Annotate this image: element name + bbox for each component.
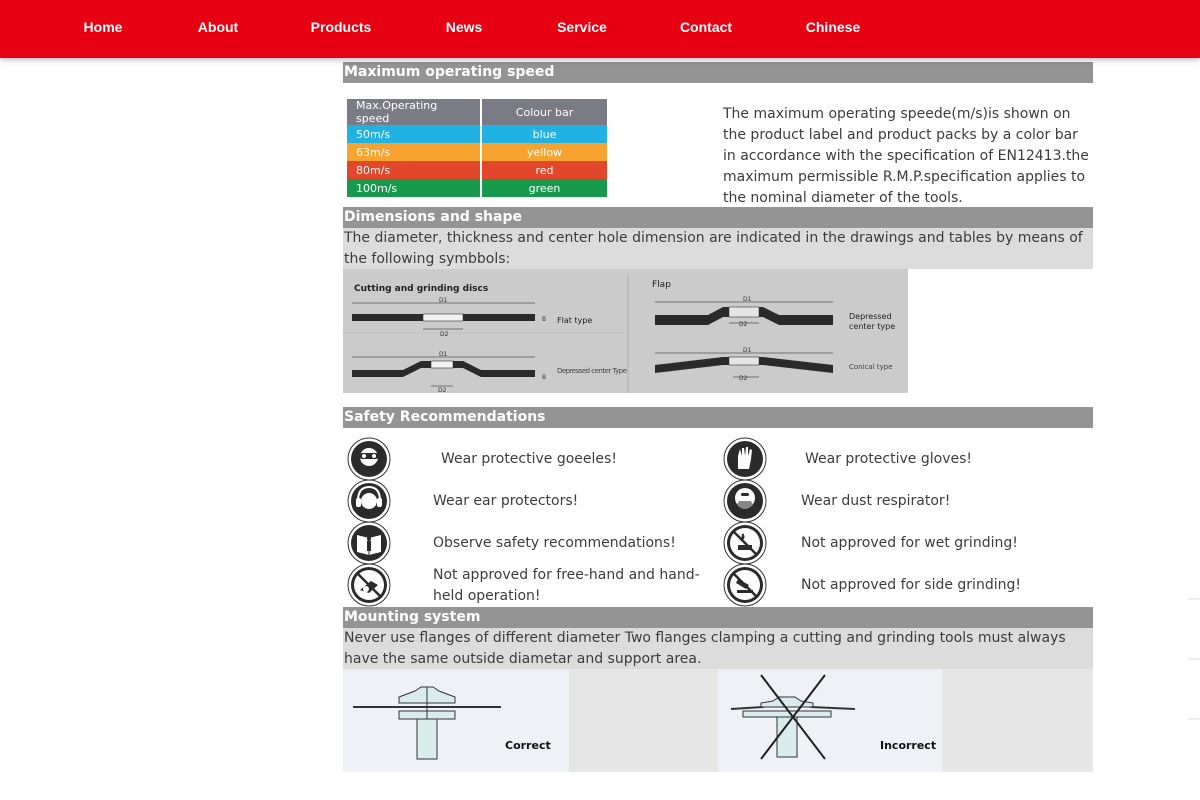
drawing-title: Cutting and grinding discs: [354, 284, 489, 294]
safety-text-goggles: Wear protective goeeles!: [441, 451, 617, 467]
conical-type-label: Conical type: [849, 363, 893, 371]
speed-description: The maximum operating speede(m/s)is shown on the product label and product packs by a color bar in accordance with the specification of EN12413.the maximum permissible R.M.P.specification applies to the nominal diameter of the tools.: [723, 106, 1089, 206]
nav-news[interactable]: News: [445, 19, 483, 35]
safety-text-ear: Wear ear protectors!: [433, 493, 579, 509]
color-value: yellow: [526, 145, 563, 159]
safety-text-side: Not approved for side grinding!: [801, 577, 1021, 593]
scroll-edge: [1188, 658, 1200, 660]
speed-row: [347, 143, 607, 161]
speed-value: 80m/s: [347, 161, 481, 179]
b-label: B: [542, 316, 547, 323]
correct-panel: [343, 669, 569, 772]
nav-service[interactable]: Service: [557, 19, 607, 35]
d2-label: D2: [440, 331, 449, 338]
color-value: blue: [532, 127, 557, 141]
speed-row: [347, 161, 607, 179]
speed-value: 63m/s: [347, 143, 481, 161]
manual-icon: [347, 521, 391, 565]
d1-label: D1: [439, 351, 448, 358]
respirator-icon: [723, 479, 767, 523]
d1-label: D1: [743, 347, 752, 354]
depressed-center-label: Depressed center Type: [557, 367, 627, 375]
no-freehand-icon: [347, 563, 391, 607]
ear-protector-icon: [347, 479, 391, 523]
safety-text-gloves: Wear protective gloves!: [805, 451, 972, 467]
color-col-header: Colour bar: [515, 105, 574, 119]
speed-table-header: [347, 99, 607, 125]
mounting-heading: Mounting system: [343, 607, 1093, 628]
nav-products[interactable]: Products: [310, 19, 372, 35]
scroll-edge: [1188, 598, 1200, 600]
safety-text-manual: Observe safety recommendations!: [433, 535, 676, 551]
scroll-edge: [1188, 718, 1200, 720]
top-nav: [0, 0, 1200, 58]
d2-label: D2: [438, 387, 447, 393]
disc-shape-drawing: [343, 269, 908, 393]
nav-home[interactable]: Home: [83, 19, 123, 35]
incorrect-panel: [718, 669, 942, 772]
mounting-text: Never use flanges of different diameter Two flanges clamping a cutting and grinding tools must always have the same outside diametar and support area.: [343, 628, 1093, 669]
safety-heading: Safety Recommendations: [343, 407, 1093, 428]
nav-contact[interactable]: Contact: [679, 19, 733, 35]
no-side-grinding-icon: [723, 563, 767, 607]
speed-row: [347, 125, 607, 143]
nav-about[interactable]: About: [197, 19, 239, 35]
speed-col-header: Max.Operating speed: [347, 99, 481, 125]
color-value: green: [528, 181, 561, 195]
mounting-diagrams: [343, 669, 1093, 772]
dimensions-text: The diameter, thickness and center hole dimension are indicated in the drawings and tables by means of the following symbbols:: [343, 228, 1093, 269]
incorrect-label: Incorrect: [880, 739, 937, 752]
safety-text-wet: Not approved for wet grinding!: [801, 535, 1018, 551]
dimensions-heading: Dimensions and shape: [343, 207, 1093, 228]
speed-value: 50m/s: [347, 125, 481, 143]
d2-label: D2: [739, 375, 748, 382]
no-wet-grinding-icon: [723, 521, 767, 565]
speed-heading: Maximum operating speed: [343, 62, 1093, 83]
flat-type-label: Flat type: [557, 316, 593, 325]
drawing-flap-label: Flap: [652, 280, 671, 290]
goggles-icon: [347, 437, 391, 481]
color-value: red: [535, 163, 554, 177]
nav-chinese[interactable]: Chinese: [805, 19, 861, 35]
d2-label: D2: [739, 321, 748, 328]
d1-label: D1: [743, 296, 752, 303]
d1-label: D1: [439, 297, 448, 304]
depressed-type-label: Depressed center type: [849, 312, 896, 331]
safety-text-freehand: Not approved for free-hand and hand-held operation!: [433, 567, 700, 604]
safety-text-respirator: Wear dust respirator!: [801, 493, 951, 509]
speed-color-table: [347, 99, 607, 197]
speed-value: 100m/s: [347, 179, 481, 197]
b-label: B: [542, 374, 547, 381]
gloves-icon: [723, 437, 767, 481]
speed-row: [347, 179, 607, 197]
correct-label: Correct: [505, 739, 551, 752]
